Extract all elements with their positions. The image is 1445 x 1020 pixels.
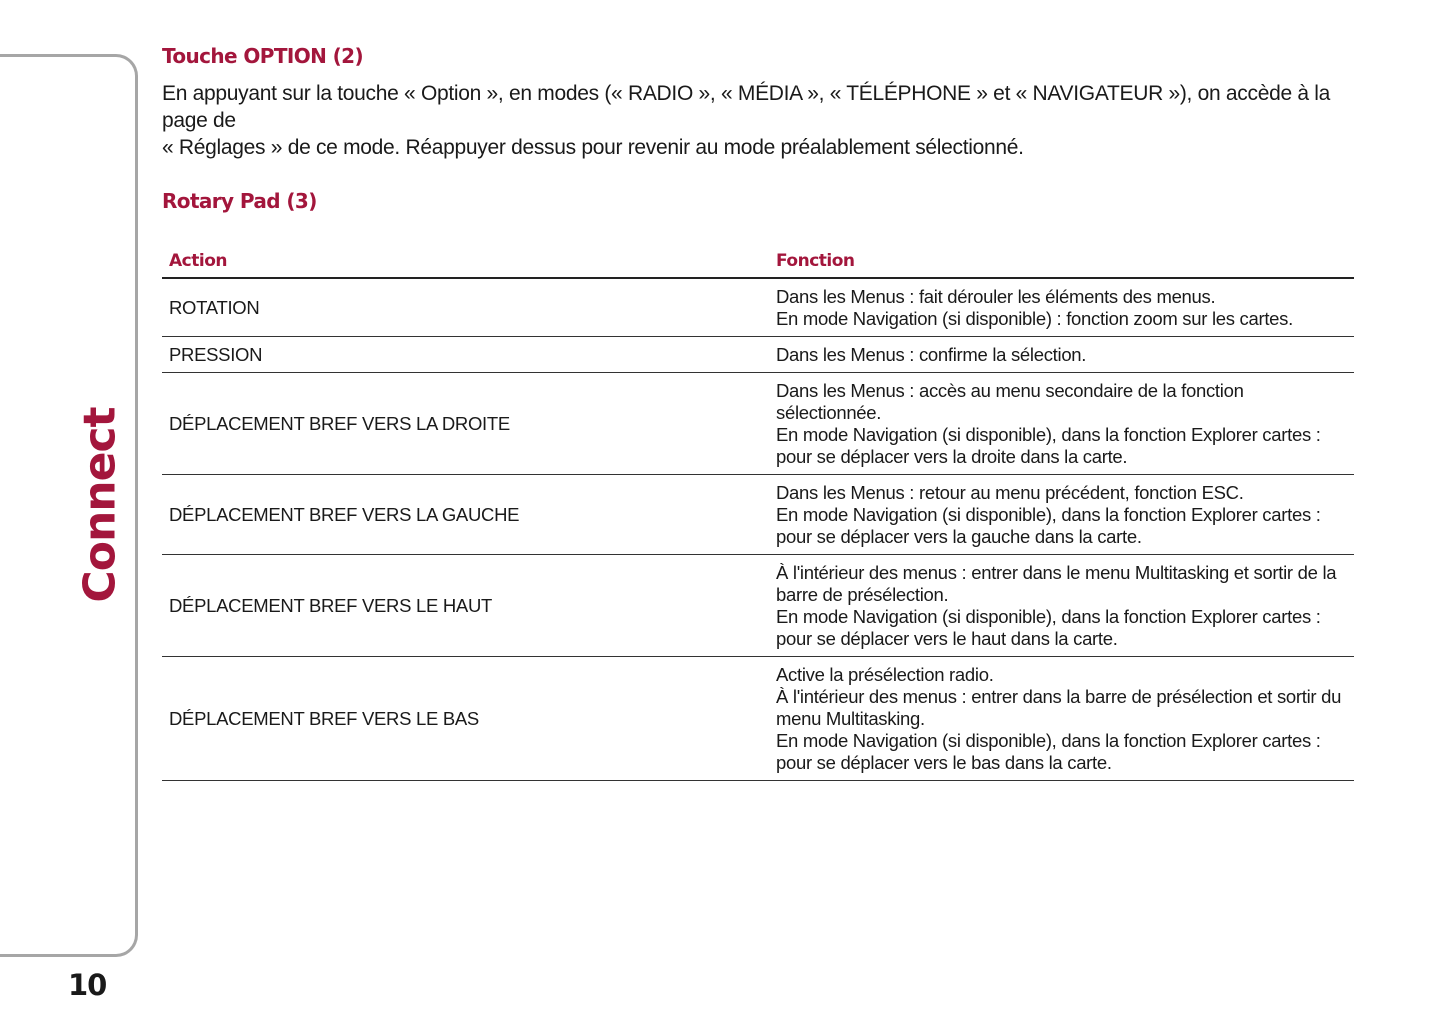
action-cell: DÉPLACEMENT BREF VERS LA GAUCHE bbox=[162, 475, 769, 555]
function-line: À l'intérieur des menus : entrer dans le menu Multitasking et sortir de la bbox=[776, 562, 1337, 583]
function-line: Dans les Menus : retour au menu précédent, fonction ESC. bbox=[776, 482, 1244, 503]
option-key-heading: Touche OPTION (2) bbox=[162, 44, 364, 68]
function-line: En mode Navigation (si disponible), dans la fonction Explorer cartes : bbox=[776, 424, 1321, 445]
table-row bbox=[162, 555, 1354, 657]
table-row bbox=[162, 278, 1354, 337]
section-tab-title: Connect bbox=[74, 407, 126, 603]
function-cell bbox=[769, 657, 1354, 781]
function-line: En mode Navigation (si disponible), dans la fonction Explorer cartes : bbox=[776, 504, 1321, 525]
table-row bbox=[162, 337, 1354, 373]
function-cell bbox=[769, 475, 1354, 555]
action-cell: DÉPLACEMENT BREF VERS LA DROITE bbox=[162, 373, 769, 475]
function-line: En mode Navigation (si disponible) : fonction zoom sur les cartes. bbox=[776, 308, 1293, 329]
table-row bbox=[162, 657, 1354, 781]
function-line: pour se déplacer vers le bas dans la carte. bbox=[776, 752, 1112, 773]
action-cell: DÉPLACEMENT BREF VERS LE HAUT bbox=[162, 555, 769, 657]
function-line: Dans les Menus : fait dérouler les éléments des menus. bbox=[776, 286, 1216, 307]
action-cell: ROTATION bbox=[162, 278, 769, 337]
paragraph-line: « Réglages » de ce mode. Réappuyer dessus pour revenir au mode préalablement sélectionné. bbox=[162, 136, 1024, 159]
action-cell: DÉPLACEMENT BREF VERS LE BAS bbox=[162, 657, 769, 781]
header-function: Fonction bbox=[769, 241, 1354, 278]
function-line: pour se déplacer vers le haut dans la carte. bbox=[776, 628, 1118, 649]
function-cell bbox=[769, 373, 1354, 475]
rotary-pad-heading: Rotary Pad (3) bbox=[162, 189, 317, 213]
page-number: 10 bbox=[68, 968, 107, 1002]
function-cell bbox=[769, 337, 1354, 373]
function-line: menu Multitasking. bbox=[776, 708, 925, 729]
function-line: pour se déplacer vers la gauche dans la carte. bbox=[776, 526, 1142, 547]
rotary-pad-table bbox=[162, 241, 1354, 781]
table-header-row bbox=[162, 241, 1354, 278]
function-line: Dans les Menus : accès au menu secondaire de la fonction sélectionnée. bbox=[776, 380, 1244, 423]
action-cell: PRESSION bbox=[162, 337, 769, 373]
function-line: Active la présélection radio. bbox=[776, 664, 994, 685]
paragraph-line: En appuyant sur la touche « Option », en modes (« RADIO », « MÉDIA », « TÉLÉPHONE » et « NAVIGATEUR »), on accède à la page de bbox=[162, 82, 1331, 132]
option-key-paragraph bbox=[162, 80, 1347, 161]
function-line: En mode Navigation (si disponible), dans la fonction Explorer cartes : bbox=[776, 730, 1321, 751]
main-content bbox=[162, 44, 1354, 781]
table-row bbox=[162, 475, 1354, 555]
function-cell bbox=[769, 278, 1354, 337]
function-line: À l'intérieur des menus : entrer dans la barre de présélection et sortir du bbox=[776, 686, 1342, 707]
function-line: barre de présélection. bbox=[776, 584, 949, 605]
function-cell bbox=[769, 555, 1354, 657]
header-action: Action bbox=[162, 241, 769, 278]
function-line: pour se déplacer vers la droite dans la carte. bbox=[776, 446, 1128, 467]
function-line: En mode Navigation (si disponible), dans la fonction Explorer cartes : bbox=[776, 606, 1321, 627]
function-line: Dans les Menus : confirme la sélection. bbox=[776, 344, 1087, 365]
table-row bbox=[162, 373, 1354, 475]
